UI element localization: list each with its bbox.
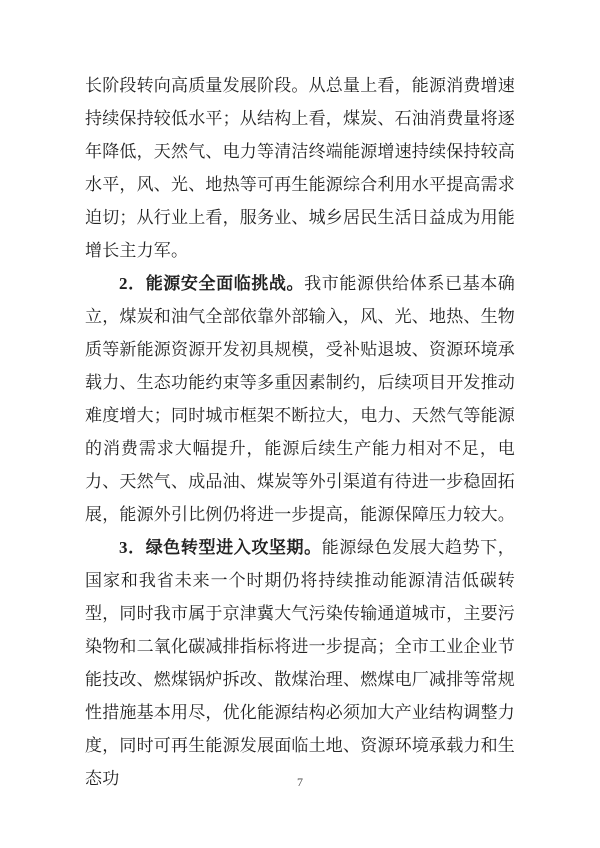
paragraph: [85, 267, 515, 531]
paragraph-text-run: 能源绿色发展大趋势下，国家和我省未来一个时期仍将持续推动能源清洁低碳转型，同时我市属于京津冀大气污染传输通道城市，主要污染物和二氧化碳减排指标将进一步提高；全市工业企业节能技改、燃煤锅炉拆改、散煤治理、燃煤电厂减排等常规性措施基本用尽，优化能源结构必须加大产业结构调整力度，同时可再生能源发展面临土地、资源环境承载力和生态功: [85, 538, 515, 788]
paragraph: [85, 531, 515, 795]
paragraph-heading-run: 2．能源安全面临挑战。: [119, 274, 305, 293]
document-body: [85, 69, 515, 795]
paragraph-text-run: 长阶段转向高质量发展阶段。从总量上看，能源消费增速持续保持较低水平；从结构上看，煤炭、石油消费量将逐年降低，天然气、电力等清洁终端能源增速持续保持较高水平，风、光、地热等可再生能源综合利用水平提高需求迫切；从行业上看，服务业、城乡居民生活日益成为用能增长主力军。: [85, 76, 515, 260]
page-number: 7: [297, 775, 303, 789]
paragraph: [85, 69, 515, 267]
paragraph-text-run: 我市能源供给体系已基本确立，煤炭和油气全部依靠外部输入，风、光、地热、生物质等新能源资源开发初具规模，受补贴退坡、资源环境承载力、生态功能约束等多重因素制约，后续项目开发推动难度增大；同时城市框架不断拉大，电力、天然气等能源的消费需求大幅提升，能源后续生产能力相对不足，电力、天然气、成品油、煤炭等外引渠道有待进一步稳固拓展，能源外引比例仍将进一步提高，能源保障压力较大。: [85, 274, 516, 524]
paragraph-heading-run: 3．绿色转型进入攻坚期。: [119, 538, 322, 557]
